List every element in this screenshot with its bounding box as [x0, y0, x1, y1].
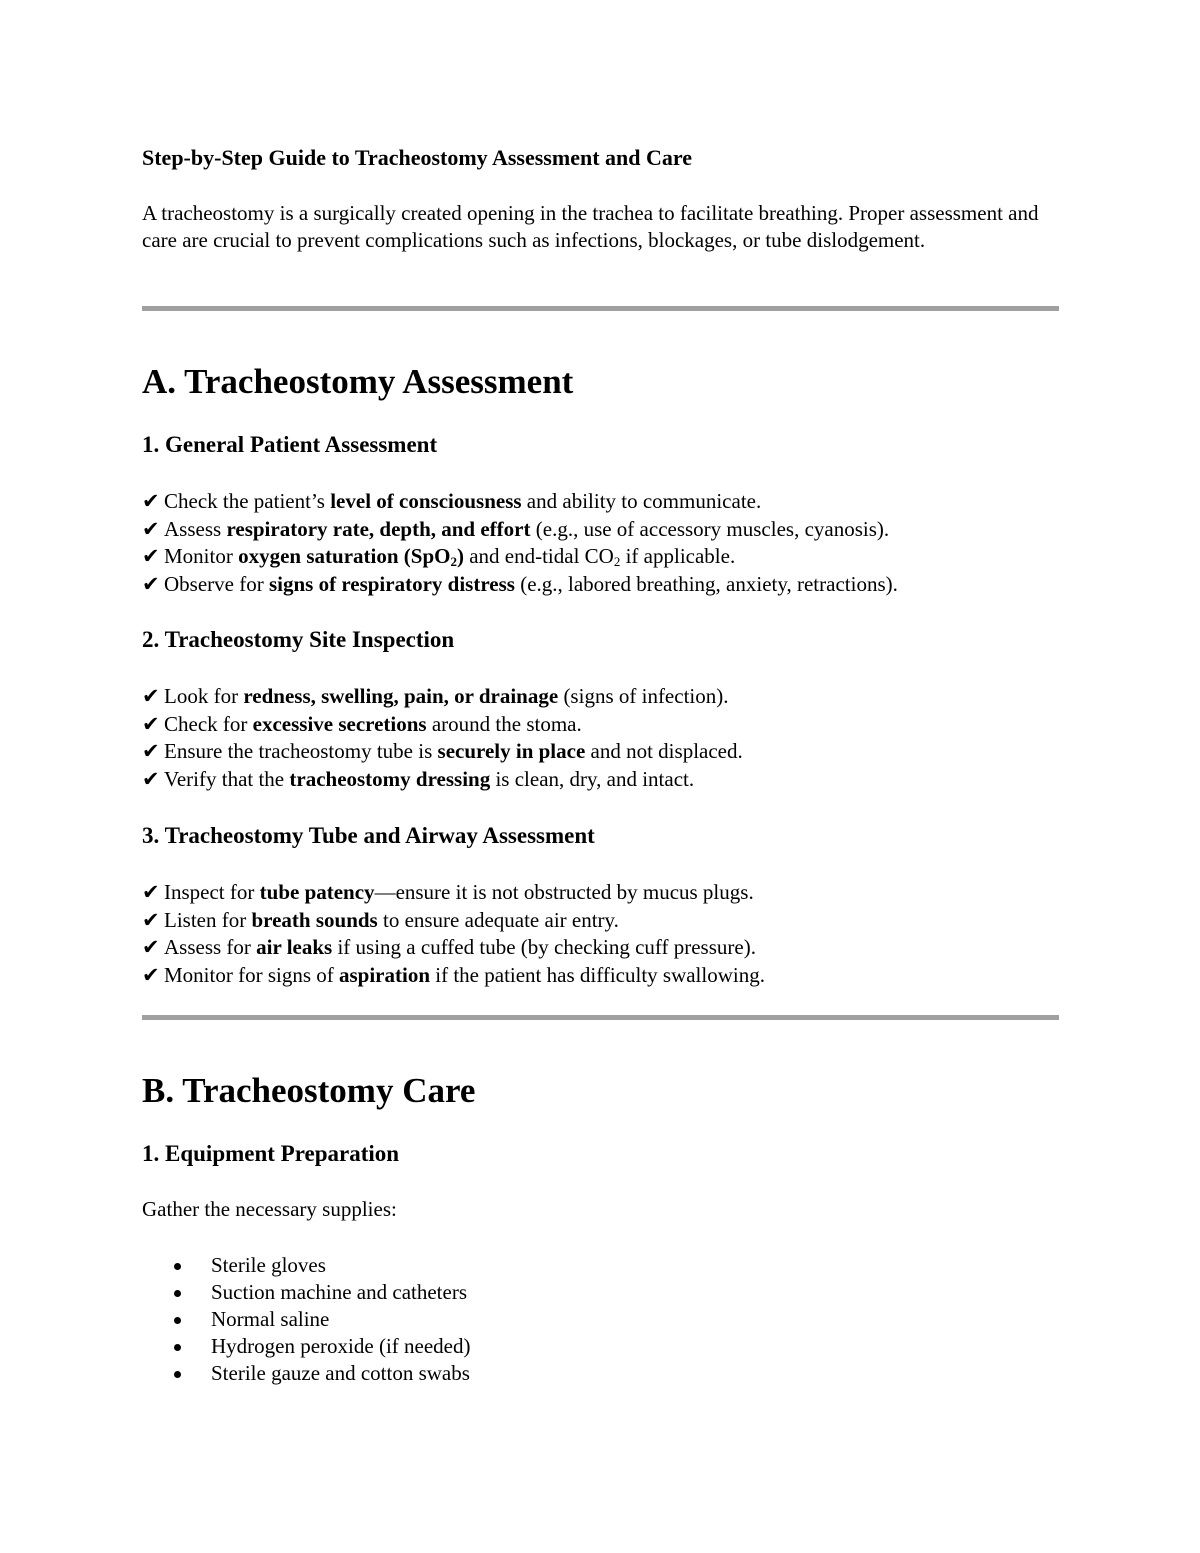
- item-text: Assess for: [164, 935, 257, 959]
- item-text: Check the patient’s: [164, 489, 331, 513]
- check-mark-icon: ✔: [142, 907, 160, 932]
- list-item: [142, 711, 1059, 739]
- list-item: [142, 1360, 470, 1387]
- bold-text: aspiration: [339, 962, 431, 987]
- general-patient-assessment-heading: 1. General Patient Assessment: [142, 432, 438, 457]
- list-item: [142, 683, 1059, 711]
- item-text: Monitor for signs of: [164, 962, 339, 987]
- list-item: [142, 1333, 470, 1360]
- list-item: [142, 571, 1059, 599]
- check-mark-icon: ✔: [142, 935, 160, 959]
- intro-paragraph: A tracheostomy is a surgically created opening in the trachea to facilitate breathing. Proper assessment and care are crucial to prevent complications such as infections, blockages, or tube dislodgement.: [142, 201, 1039, 252]
- check-mark-icon: ✔: [142, 766, 160, 791]
- bold-text: 2: [450, 554, 457, 569]
- bold-text: level of consciousness: [330, 489, 522, 513]
- item-text: —ensure it is not obstructed by mucus plugs.: [374, 880, 754, 904]
- supply-label: Sterile gauze and cotton swabs: [211, 1361, 470, 1385]
- general-patient-assessment-checklist: [142, 488, 1059, 598]
- list-item: [142, 488, 1059, 516]
- item-text: around the stoma.: [426, 711, 582, 736]
- tube-airway-assessment-heading: 3. Tracheostomy Tube and Airway Assessment: [142, 823, 595, 848]
- list-item: [142, 907, 1059, 935]
- equipment-preparation-heading: 1. Equipment Preparation: [142, 1141, 400, 1166]
- site-inspection-heading: 2. Tracheostomy Site Inspection: [142, 627, 455, 652]
- list-item: [142, 962, 1059, 990]
- bold-text: redness, swelling, pain, or drainage: [243, 684, 559, 708]
- item-text: Verify that the: [164, 766, 290, 791]
- check-mark-icon: ✔: [142, 571, 160, 596]
- item-text: 2: [613, 554, 621, 569]
- item-text: and ability to communicate.: [521, 489, 762, 513]
- item-text: (e.g., use of accessory muscles, cyanosis).: [530, 516, 890, 541]
- check-mark-icon: ✔: [142, 489, 160, 513]
- item-text: Look for: [164, 684, 244, 708]
- list-item: [142, 934, 1059, 962]
- item-text: (e.g., labored breathing, anxiety, retractions).: [514, 571, 898, 596]
- section-b-title: B. Tracheostomy Care: [142, 1071, 476, 1110]
- site-inspection-checklist: [142, 683, 1059, 793]
- bold-text: breath sounds: [251, 907, 378, 932]
- item-text: Monitor: [164, 544, 239, 568]
- list-item: [142, 1279, 470, 1306]
- bold-text: oxygen saturation (SpO: [238, 544, 451, 568]
- supply-label: Normal saline: [211, 1307, 330, 1331]
- item-text: Inspect for: [164, 880, 260, 904]
- section-a-title: A. Tracheostomy Assessment: [142, 362, 574, 401]
- item-text: Check for: [164, 711, 253, 736]
- check-mark-icon: ✔: [142, 544, 160, 568]
- list-item: [142, 1252, 470, 1279]
- bold-text: excessive secretions: [252, 711, 427, 736]
- item-text: if the patient has difficulty swallowing.: [430, 962, 765, 987]
- item-text: to ensure adequate air entry.: [377, 907, 619, 932]
- bold-text: tube patency: [259, 880, 375, 904]
- check-mark-icon: ✔: [142, 962, 160, 987]
- check-mark-icon: ✔: [142, 711, 160, 736]
- supplies-lead-text: Gather the necessary supplies:: [142, 1197, 397, 1221]
- horizontal-rule: [142, 306, 1059, 311]
- list-item: [142, 738, 1059, 766]
- list-item: [142, 766, 1059, 794]
- list-item: [142, 516, 1059, 544]
- item-text: and end-tidal CO: [463, 544, 614, 568]
- bold-text: signs of respiratory distress: [268, 571, 515, 596]
- bullet-icon: [174, 1290, 181, 1297]
- bold-text: securely in place: [437, 739, 586, 763]
- list-item: [142, 543, 1059, 571]
- supply-label: Suction machine and catheters: [211, 1280, 467, 1304]
- supply-label: Hydrogen peroxide (if needed): [211, 1334, 471, 1358]
- check-mark-icon: ✔: [142, 739, 160, 763]
- item-text: if using a cuffed tube (by checking cuff pressure).: [332, 935, 756, 959]
- item-text: is clean, dry, and intact.: [490, 766, 695, 791]
- item-text: Observe for: [164, 571, 269, 596]
- check-mark-icon: ✔: [142, 516, 160, 541]
- document-title: Step-by-Step Guide to Tracheostomy Assessment and Care: [142, 145, 693, 170]
- bullet-icon: [174, 1344, 181, 1351]
- bold-text: ): [456, 544, 464, 568]
- bold-text: respiratory rate, depth, and effort: [226, 516, 531, 541]
- item-text: Assess: [164, 516, 227, 541]
- check-mark-icon: ✔: [142, 880, 160, 904]
- item-text: Listen for: [164, 907, 252, 932]
- supply-label: Sterile gloves: [211, 1253, 326, 1277]
- item-text: (signs of infection).: [558, 684, 729, 708]
- item-text: Ensure the tracheostomy tube is: [164, 739, 438, 763]
- bullet-icon: [174, 1371, 181, 1378]
- tube-airway-assessment-checklist: [142, 879, 1059, 989]
- supplies-list: [142, 1252, 470, 1387]
- bullet-icon: [174, 1317, 181, 1324]
- bullet-icon: [174, 1263, 181, 1270]
- list-item: [142, 1306, 470, 1333]
- bold-text: tracheostomy dressing: [289, 766, 491, 791]
- check-mark-icon: ✔: [142, 684, 160, 708]
- item-text: if applicable.: [620, 544, 736, 568]
- list-item: [142, 879, 1059, 907]
- horizontal-rule: [142, 1015, 1059, 1020]
- bold-text: air leaks: [256, 935, 333, 959]
- item-text: and not displaced.: [585, 739, 743, 763]
